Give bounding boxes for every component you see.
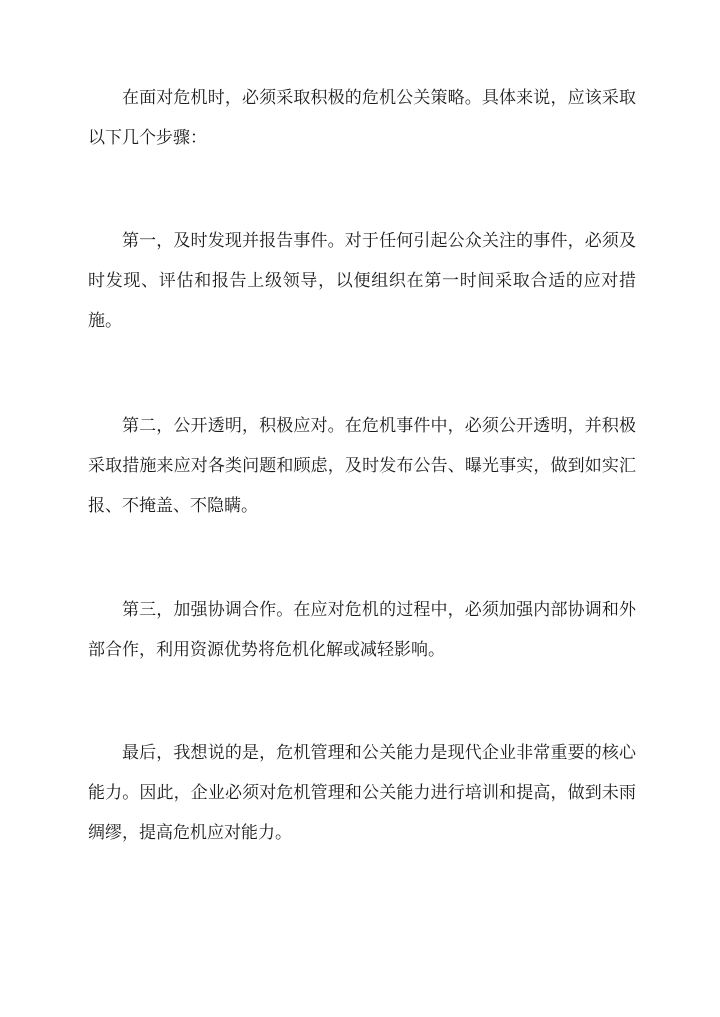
paragraph-step-three: 第三，加强协调合作。在应对危机的过程中，必须加强内部协调和外部合作，利用资源优势将危机化解或减轻影响。 bbox=[88, 600, 636, 660]
paragraph-step-two: 第二，公开透明，积极应对。在危机事件中，必须公开透明，并积极采取措施来应对各类问题和顾虑，及时发布公告、曝光事实，做到如实汇报、不掩盖、不隐瞒。 bbox=[88, 416, 636, 516]
paragraph-intro: 在面对危机时，必须采取积极的危机公关策略。具体来说，应该采取以下几个步骤： bbox=[88, 88, 636, 148]
paragraph-conclusion: 最后，我想说的是，危机管理和公关能力是现代企业非常重要的核心能力。因此，企业必须对危机管理和公关能力进行培训和提高，做到未雨绸缪，提高危机应对能力。 bbox=[88, 743, 636, 843]
paragraph-step-one: 第一，及时发现并报告事件。对于任何引起公众关注的事件，必须及时发现、评估和报告上级领导，以便组织在第一时间采取合适的应对措施。 bbox=[88, 231, 636, 331]
